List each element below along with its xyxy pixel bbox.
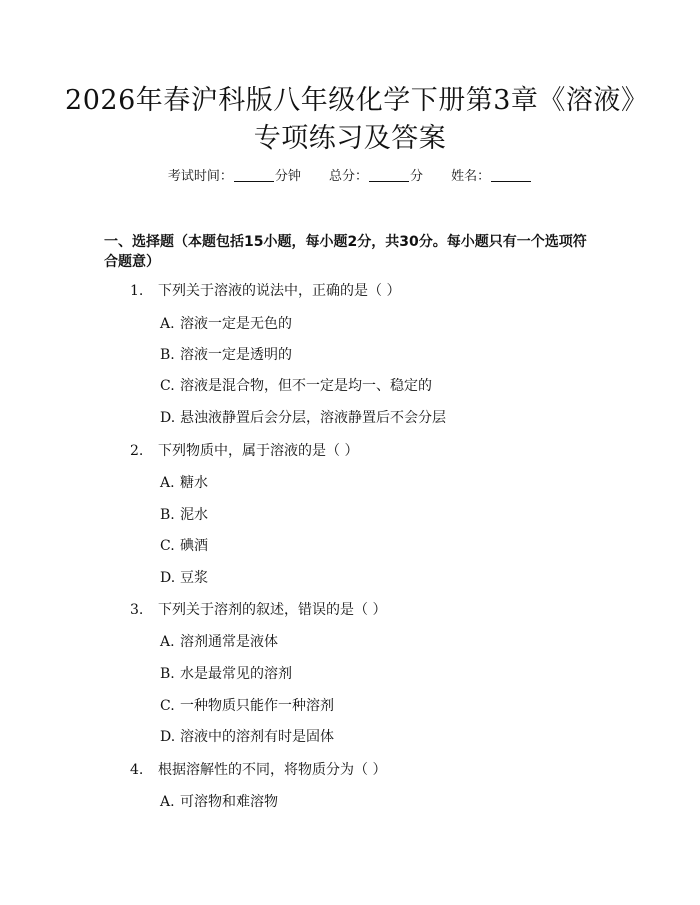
option-letter: D. <box>160 729 176 745</box>
option-text: 溶液是混合物，但不一定是均一、稳定的 <box>180 378 432 394</box>
exam-meta <box>0 168 700 186</box>
question-4 <box>130 760 386 780</box>
option-letter: B. <box>160 507 175 523</box>
option-letter: B. <box>160 666 175 682</box>
option-text: 溶液一定是无色的 <box>180 316 292 332</box>
question-1 <box>130 281 400 301</box>
question-2-option-d <box>160 568 208 588</box>
option-text: 溶液中的溶剂有时是固体 <box>180 729 334 745</box>
option-text: 水是最常见的溶剂 <box>180 666 292 682</box>
option-letter: B. <box>160 347 175 363</box>
exam-score-unit: 分 <box>410 169 424 184</box>
question-number: 3. <box>130 602 144 618</box>
question-1-option-c <box>160 376 432 396</box>
exam-name <box>451 168 532 186</box>
question-number: 1. <box>130 283 144 299</box>
question-3-option-d <box>160 727 334 747</box>
question-3 <box>130 600 386 620</box>
question-2-option-b <box>160 505 208 525</box>
question-number: 2. <box>130 443 144 459</box>
option-letter: A. <box>160 316 175 332</box>
option-text: 可溶物和难溶物 <box>180 794 278 810</box>
option-text: 糖水 <box>180 475 208 491</box>
exam-name-blank <box>491 169 531 182</box>
option-letter: C. <box>160 538 175 554</box>
question-1-option-b <box>160 345 292 365</box>
question-text: 下列关于溶液的说法中，正确的是（ ） <box>158 283 401 299</box>
question-text: 下列物质中，属于溶液的是（ ） <box>158 443 359 459</box>
option-text: 一种物质只能作一种溶剂 <box>180 698 334 714</box>
option-letter: A. <box>160 794 175 810</box>
exam-time-label: 考试时间： <box>167 169 233 184</box>
question-2-option-c <box>160 536 208 556</box>
option-text: 碘酒 <box>180 538 208 554</box>
option-letter: D. <box>160 570 176 586</box>
question-text: 下列关于溶剂的叙述，错误的是（ ） <box>158 602 387 618</box>
exam-score <box>329 168 423 186</box>
exam-time-blank <box>234 169 274 182</box>
document-title: 2026年春沪科版八年级化学下册第3章《溶液》专项练习及答案 <box>65 85 635 154</box>
question-3-option-a <box>160 632 278 652</box>
option-letter: A. <box>160 475 175 491</box>
exam-score-label: 总分： <box>328 169 368 184</box>
exam-time <box>168 168 301 186</box>
question-2-option-a <box>160 473 208 493</box>
exam-score-blank <box>369 169 409 182</box>
option-text: 溶剂通常是液体 <box>180 634 278 650</box>
option-letter: D. <box>160 410 176 426</box>
option-letter: C. <box>160 378 175 394</box>
question-4-option-a <box>160 792 278 812</box>
option-text: 溶液一定是透明的 <box>180 347 292 363</box>
option-text: 豆浆 <box>180 570 208 586</box>
option-letter: A. <box>160 634 175 650</box>
option-text: 泥水 <box>180 507 208 523</box>
question-1-option-d <box>160 408 446 428</box>
exam-time-unit: 分钟 <box>274 169 301 184</box>
question-2 <box>130 441 358 461</box>
exam-name-label: 姓名： <box>451 169 491 184</box>
question-number: 4. <box>130 762 144 778</box>
section-heading: 一、选择题（本题包括15小题，每小题2分，共30分。每小题只有一个选项符合题意） <box>104 234 587 270</box>
option-text: 悬浊液静置后会分层，溶液静置后不会分层 <box>180 410 446 426</box>
option-letter: C. <box>160 698 175 714</box>
question-text: 根据溶解性的不同，将物质分为（ ） <box>158 762 387 778</box>
question-3-option-c <box>160 696 334 716</box>
question-1-option-a <box>160 314 292 334</box>
question-3-option-b <box>160 664 292 684</box>
